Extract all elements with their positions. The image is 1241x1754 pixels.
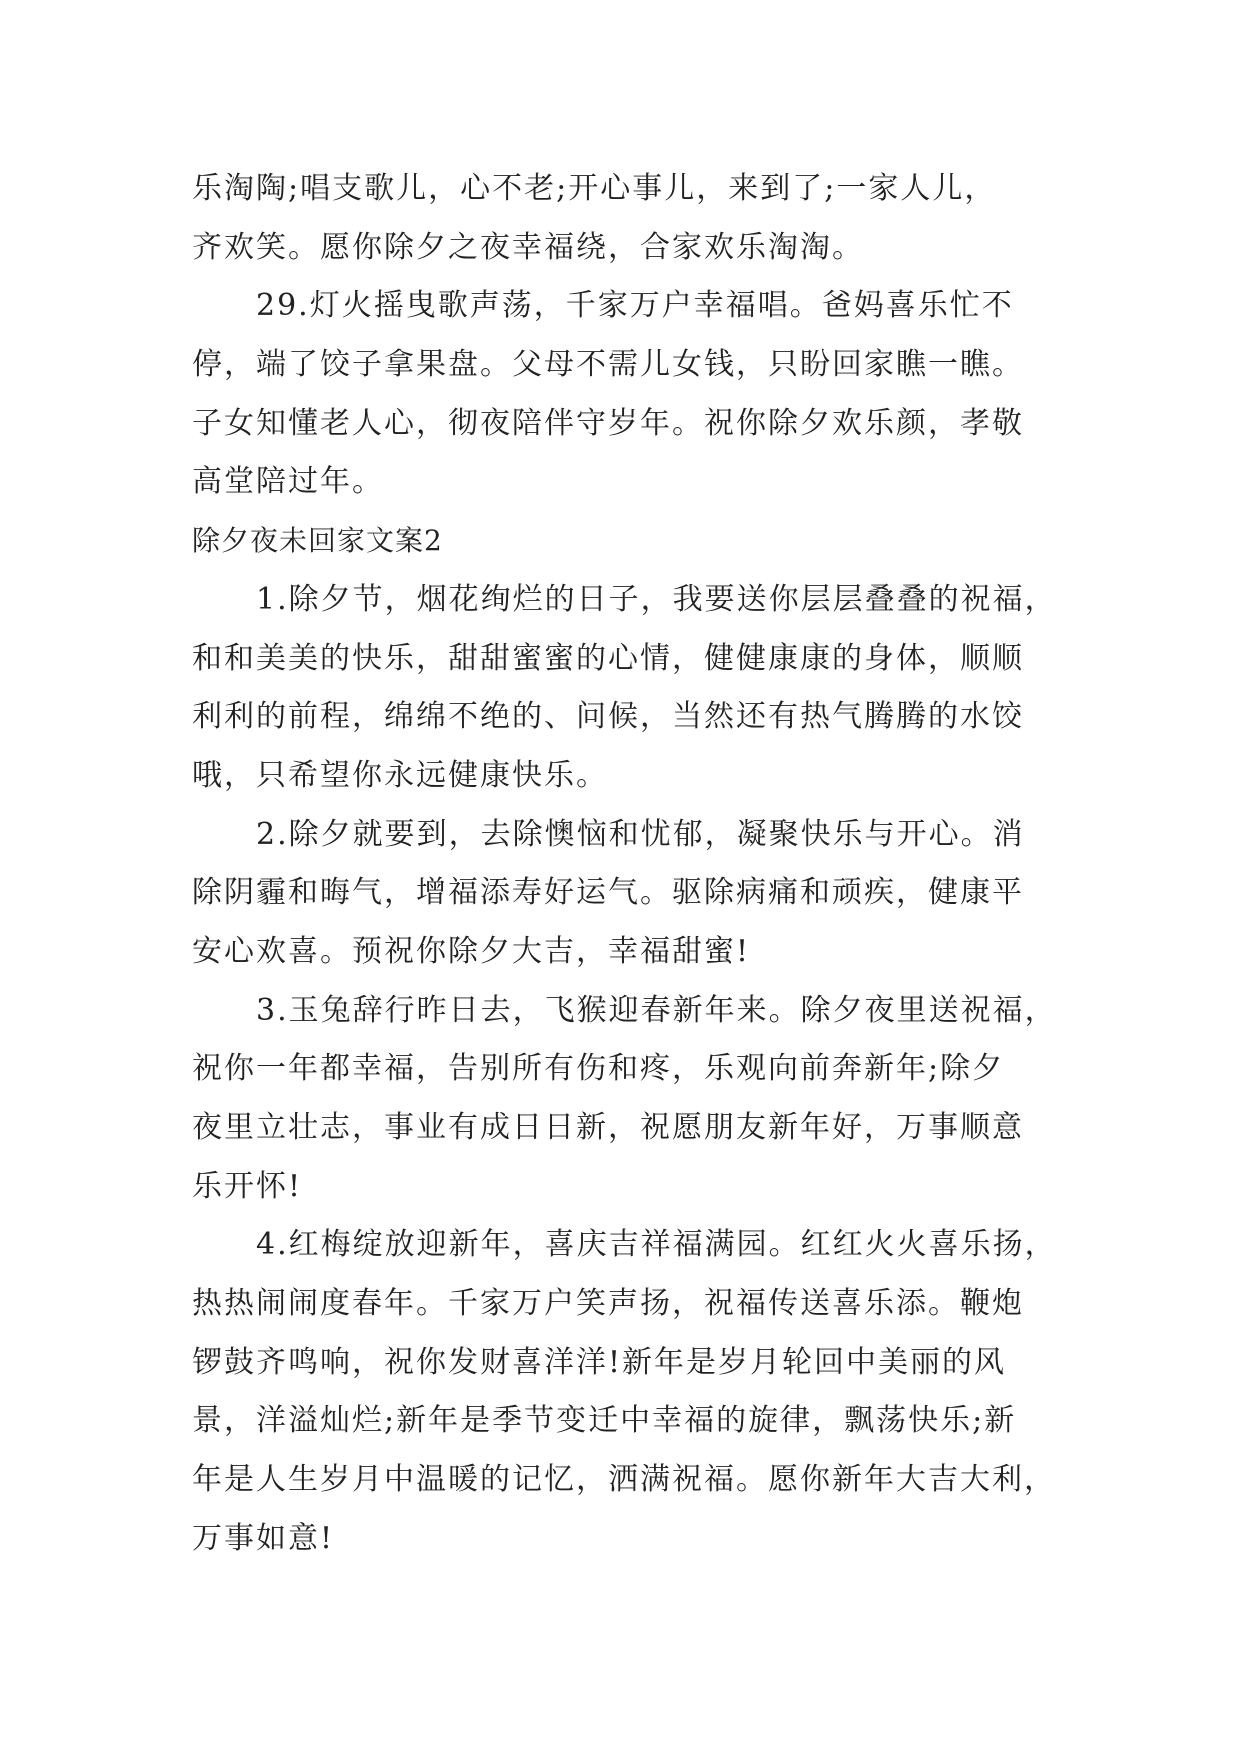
paragraph	[192, 160, 1057, 277]
paragraph-line: 1.除夕节，烟花绚烂的日子，我要送你层层叠叠的祝福，	[192, 581, 1057, 617]
paragraph-line: 年是人生岁月中温暖的记忆，洒满祝福。愿你新年大吉大利，	[192, 1462, 1056, 1498]
heading-text: 除夕夜未回家文案2	[192, 524, 443, 558]
paragraph-line: 夜里立壮志，事业有成日日新，祝愿朋友新年好，万事顺意	[192, 1110, 1024, 1145]
paragraph	[192, 277, 1057, 512]
paragraph-line: 景，洋溢灿烂;新年是季节变迁中幸福的旋律，飘荡快乐;新	[192, 1403, 1017, 1439]
paragraph-line: 热热闹闹度春年。千家万户笑声扬，祝福传送喜乐添。鞭炮	[192, 1286, 1024, 1322]
paragraph	[192, 806, 1057, 982]
paragraph-line: 乐开怀!	[192, 1168, 303, 1204]
paragraph-line: 3.玉兔辞行昨日去，飞猴迎春新年来。除夕夜里送祝福，	[192, 992, 1057, 1028]
paragraph-line: 齐欢笑。愿你除夕之夜幸福绕，合家欢乐淘淘。	[192, 229, 864, 265]
paragraph-line: 哦，只希望你永远健康快乐。	[192, 757, 608, 793]
paragraph-line: 锣鼓齐鸣响，祝你发财喜洋洋!新年是岁月轮回中美丽的风	[192, 1344, 1007, 1380]
document-body	[192, 160, 1057, 1569]
paragraph-line: 高堂陪过年。	[192, 464, 384, 500]
paragraph	[192, 1216, 1057, 1568]
paragraph-line: 万事如意!	[192, 1520, 335, 1556]
paragraph-line: 29.灯火摇曳歌声荡，千家万户幸福唱。爸妈喜乐忙不	[192, 288, 1014, 324]
paragraph-line: 停，端了饺子拿果盘。父母不需儿女钱，只盼回家瞧一瞧。	[192, 347, 1024, 383]
paragraph-line: 2.除夕就要到，去除懊恼和忧郁，凝聚快乐与开心。消	[192, 816, 1025, 852]
paragraph	[192, 571, 1057, 806]
paragraph-line: 子女知懂老人心，彻夜陪伴守岁年。祝你除夕欢乐颜，孝敬	[192, 405, 1024, 441]
section-heading	[192, 512, 1057, 571]
paragraph-line: 和和美美的快乐，甜甜蜜蜜的心情，健健康康的身体，顺顺	[192, 640, 1024, 676]
paragraph-line: 安心欢喜。预祝你除夕大吉，幸福甜蜜!	[192, 933, 751, 969]
paragraph	[192, 982, 1057, 1217]
paragraph-line: 4.红梅绽放迎新年，喜庆吉祥福满园。红红火火喜乐扬，	[192, 1227, 1057, 1263]
paragraph-line: 利利的前程，绵绵不绝的、问候，当然还有热气腾腾的水饺	[192, 699, 1024, 735]
paragraph-line: 祝你一年都幸福，告别所有伤和疼，乐观向前奔新年;除夕	[192, 1051, 1005, 1087]
paragraph-line: 除阴霾和晦气，增福添寿好运气。驱除病痛和顽疾，健康平	[192, 875, 1024, 911]
paragraph-line: 乐淘陶;唱支歌儿，心不老;开心事儿，来到了;一家人儿，	[192, 171, 997, 206]
